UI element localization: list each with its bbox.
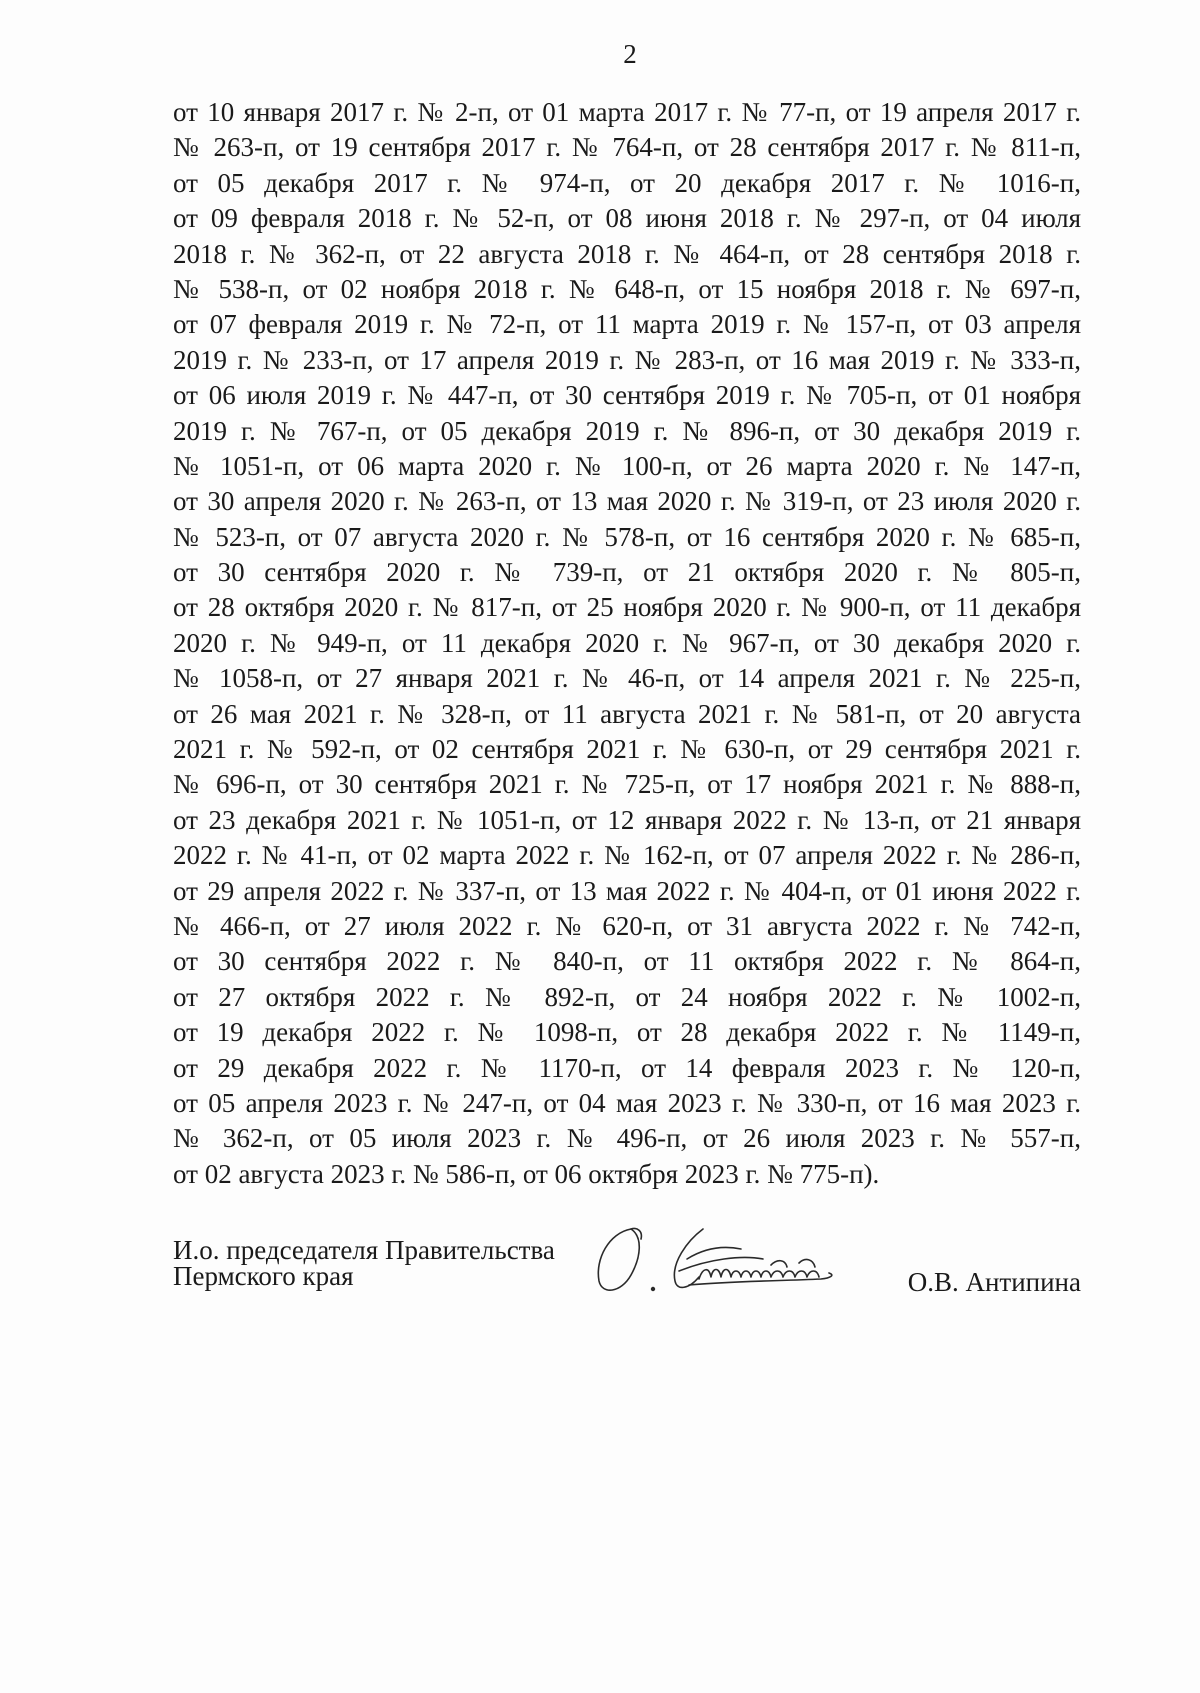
text-line: от 26 мая 2021 г. № 328-п, от 11 августа 2021 г. № 581-п, от 20 августа: [173, 698, 1081, 729]
text-line: № 523-п, от 07 августа 2020 г. № 578-п, от 16 сентября 2020 г. № 685-п,: [173, 521, 1081, 552]
text-line: от 10 января 2017 г. № 2-п, от 01 марта 2017 г. № 77-п, от 19 апреля 2017 г.: [173, 97, 1081, 127]
signer-title-line: И.о. председателя Правительства: [173, 1235, 555, 1265]
text-line: 2020 г. № 949-п, от 11 декабря 2020 г. № 967-п, от 30 декабря 2020 г.: [173, 627, 1081, 658]
text-line: от 19 декабря 2022 г. № 1098-п, от 28 декабря 2022 г. № 1149-п,: [173, 1017, 1081, 1048]
text-line: 2018 г. № 362-п, от 22 августа 2018 г. № 464-п, от 28 сентября 2018 г.: [173, 238, 1081, 269]
signer-name: О.В. Антипина: [907, 1267, 1081, 1297]
text-line: № 466-п, от 27 июля 2022 г. № 620-п, от 31 августа 2022 г. № 742-п,: [173, 910, 1081, 941]
page-number: 2: [623, 39, 637, 69]
text-line: от 05 декабря 2017 г. № 974-п, от 20 декабря 2017 г. № 1016-п,: [173, 167, 1081, 198]
text-line: 2022 г. № 41-п, от 02 марта 2022 г. № 162-п, от 07 апреля 2022 г. № 286-п,: [173, 840, 1081, 871]
text-line: 2019 г. № 233-п, от 17 апреля 2019 г. № 283-п, от 16 мая 2019 г. № 333-п,: [173, 344, 1081, 375]
text-line: от 30 сентября 2020 г. № 739-п, от 21 октября 2020 г. № 805-п,: [173, 557, 1081, 588]
text-line: от 07 февраля 2019 г. № 72-п, от 11 марта 2019 г. № 157-п, от 03 апреля: [173, 309, 1081, 340]
text-line: от 28 октября 2020 г. № 817-п, от 25 ноября 2020 г. № 900-п, от 11 декабря: [173, 592, 1081, 623]
text-line: от 06 июля 2019 г. № 447-п, от 30 сентября 2019 г. № 705-п, от 01 ноября: [173, 380, 1081, 411]
text-line: № 1051-п, от 06 марта 2020 г. № 100-п, от 26 марта 2020 г. № 147-п,: [173, 450, 1081, 481]
text-line: № 362-п, от 05 июля 2023 г. № 496-п, от 26 июля 2023 г. № 557-п,: [173, 1123, 1081, 1154]
text-line: № 1058-п, от 27 января 2021 г. № 46-п, от 14 апреля 2021 г. № 225-п,: [173, 663, 1081, 694]
handwritten-signature: [591, 1219, 891, 1297]
text-line: от 29 декабря 2022 г. № 1170-п, от 14 февраля 2023 г. № 120-п,: [173, 1052, 1081, 1083]
text-line: от 30 апреля 2020 г. № 263-п, от 13 мая 2020 г. № 319-п, от 23 июля 2020 г.: [173, 486, 1081, 517]
text-line: № 696-п, от 30 сентября 2021 г. № 725-п, от 17 ноября 2021 г. № 888-п,: [173, 769, 1081, 800]
text-line: от 23 декабря 2021 г. № 1051-п, от 12 января 2022 г. № 13-п, от 21 января: [173, 804, 1081, 835]
text-line: от 09 февраля 2018 г. № 52-п, от 08 июня 2018 г. № 297-п, от 04 июля: [173, 203, 1081, 234]
signer-title: [173, 1237, 555, 1289]
text-line: № 263-п, от 19 сентября 2017 г. № 764-п, от 28 сентября 2017 г. № 811-п,: [173, 132, 1081, 163]
text-line: 2021 г. № 592-п, от 02 сентября 2021 г. № 630-п, от 29 сентября 2021 г.: [173, 734, 1081, 765]
text-line: от 27 октября 2022 г. № 892-п, от 24 ноября 2022 г. № 1002-п,: [173, 981, 1081, 1012]
text-line: 2019 г. № 767-п, от 05 декабря 2019 г. № 896-п, от 30 декабря 2019 г.: [173, 415, 1081, 446]
body-paragraph: [173, 95, 1081, 1192]
signature-block: [173, 1237, 1081, 1307]
text-line: от 30 сентября 2022 г. № 840-п, от 11 октября 2022 г. № 864-п,: [173, 946, 1081, 977]
text-line: от 02 августа 2023 г. № 586-п, от 06 октября 2023 г. № 775-п).: [173, 1158, 880, 1189]
text-line: от 05 апреля 2023 г. № 247-п, от 04 мая 2023 г. № 330-п, от 16 мая 2023 г.: [173, 1087, 1081, 1118]
text-line: № 538-п, от 02 ноября 2018 г. № 648-п, от 15 ноября 2018 г. № 697-п,: [173, 273, 1081, 304]
signer-title-line: Пермского края: [173, 1261, 354, 1291]
text-line: от 29 апреля 2022 г. № 337-п, от 13 мая 2022 г. № 404-п, от 01 июня 2022 г.: [173, 875, 1081, 906]
